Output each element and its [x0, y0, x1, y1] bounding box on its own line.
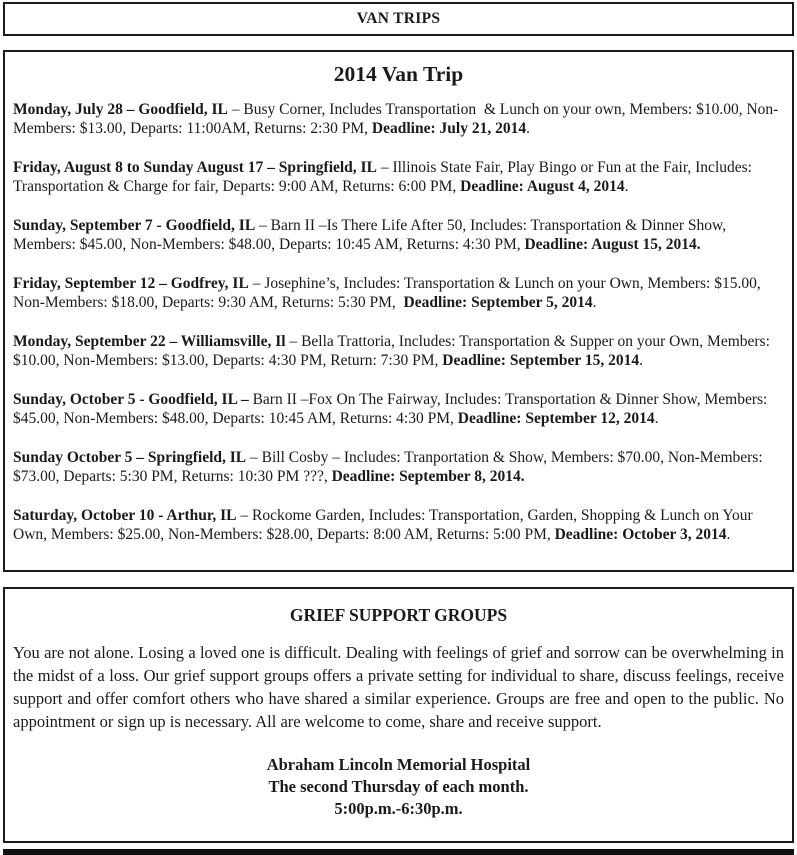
trip-tail: . — [654, 410, 659, 427]
grief-support-section — [3, 587, 794, 843]
trip-deadline: Deadline: September 8, 2014. — [331, 468, 525, 485]
grief-meeting-info — [13, 754, 784, 820]
trip-title: Monday, September 22 – Williamsville, Il — [13, 333, 286, 350]
trip-deadline: Deadline: August 15, 2014. — [524, 236, 701, 253]
trip-details: – Josephine’s, Includes: Transportation & Lunch on your Own, Members: $15.00, Non-Members: $18.00, Departs: 9:30 AM, Returns: 5:30 PM, — [13, 275, 765, 311]
trip-deadline: Deadline: October 3, 2014 — [554, 526, 727, 543]
trip-details: Barn II –Fox On The Fairway, Includes: Transportation & Dinner Show, Members: $45.00, Non-Members: $48.00, Departs: 10:45 AM, Returns: 4:30 PM, — [13, 391, 772, 427]
trip-entry — [13, 332, 784, 370]
van-trips-header-box — [3, 2, 794, 36]
next-section-top-border — [3, 849, 794, 855]
trip-title: Saturday, October 10 - Arthur, IL — [13, 507, 237, 524]
page-title: VAN TRIPS — [356, 10, 441, 27]
trip-title: Monday, July 28 – Goodfield, IL — [13, 101, 228, 118]
trip-tail: . — [624, 178, 629, 195]
trip-deadline: Deadline: August 4, 2014 — [460, 178, 625, 195]
grief-meeting-time: 5:00p.m.-6:30p.m. — [334, 799, 463, 818]
van-trips-heading: 2014 Van Trip — [333, 62, 464, 86]
trip-details: – Barn II –Is There Life After 50, Includes: Transportation & Dinner Show, Members: $45.00, Non-Members: $48.00, Departs: 10:45 AM, Returns: 4:30 PM, — [13, 217, 730, 253]
trip-details: – Rockome Garden, Includes: Transportation, Garden, Shopping & Lunch on Your Own, Members: $25.00, Non-Members: $28.00, Departs: 8:00 AM, Returns: 5:00 PM, — [13, 507, 757, 543]
grief-support-heading: GRIEF SUPPORT GROUPS — [289, 605, 508, 625]
trip-title: Sunday, September 7 - Goodfield, IL — [13, 217, 256, 234]
trip-entry — [13, 390, 784, 428]
van-trips-section — [3, 50, 794, 572]
trip-details: – Bill Cosby – Includes: Tranportation & Show, Members: $70.00, Non-Members: $73.00, Departs: 5:30 PM, Returns: 10:30 PM ???, — [13, 449, 767, 485]
trip-tail: . — [639, 352, 644, 369]
trip-entry — [13, 274, 784, 312]
grief-meeting-location: Abraham Lincoln Memorial Hospital — [266, 755, 531, 774]
trip-title: Friday, September 12 – Godfrey, IL — [13, 275, 249, 292]
trip-title: Sunday October 5 – Springfield, IL — [13, 449, 247, 466]
trip-title: Friday, August 8 to Sunday August 17 – Springfield, IL — [13, 159, 377, 176]
trip-deadline: Deadline: September 12, 2014 — [457, 410, 655, 427]
grief-support-paragraph: You are not alone. Losing a loved one is difficult. Dealing with feelings of grief and sorrow can be overwhelming in the midst of a loss. Our grief support groups offers a private setting for individual to share, discuss feelings, receive support and offer comfort others who have shared a similar experience. Groups are free and open to the public. No appointment or sign up is necessary. All are welcome to come, share and receive support. — [13, 643, 784, 731]
trip-entry — [13, 100, 784, 138]
trip-deadline: Deadline: July 21, 2014 — [371, 120, 527, 137]
grief-meeting-schedule: The second Thursday of each month. — [268, 777, 529, 796]
trip-tail: . — [526, 120, 530, 137]
trip-tail: . — [592, 294, 597, 311]
trip-details: – Illinois State Fair, Play Bingo or Fun at the Fair, Includes: Transportation & Charge for fair, Departs: 9:00 AM, Returns: 6:00 PM, — [13, 159, 756, 195]
trip-tail: . — [726, 526, 731, 543]
trip-details: – Bella Trattoria, Includes: Transportation & Supper on your Own, Members: $10.00, Non-Members: $13.00, Departs: 4:30 PM, Return: 7:30 PM, — [13, 333, 774, 369]
trip-entry — [13, 216, 784, 254]
trip-entry — [13, 158, 784, 196]
trip-entry — [13, 448, 784, 486]
trip-entry — [13, 506, 784, 544]
trip-deadline: Deadline: September 15, 2014 — [442, 352, 640, 369]
trip-details: – Busy Corner, Includes Transportation & Lunch on your own, Members: $10.00, Non-Members: $13.00, Departs: 11:00AM, Returns: 2:30 PM, — [13, 101, 779, 137]
trip-deadline: Deadline: September 5, 2014 — [403, 294, 593, 311]
trip-title: Sunday, October 5 - Goodfield, IL – — [13, 391, 249, 408]
